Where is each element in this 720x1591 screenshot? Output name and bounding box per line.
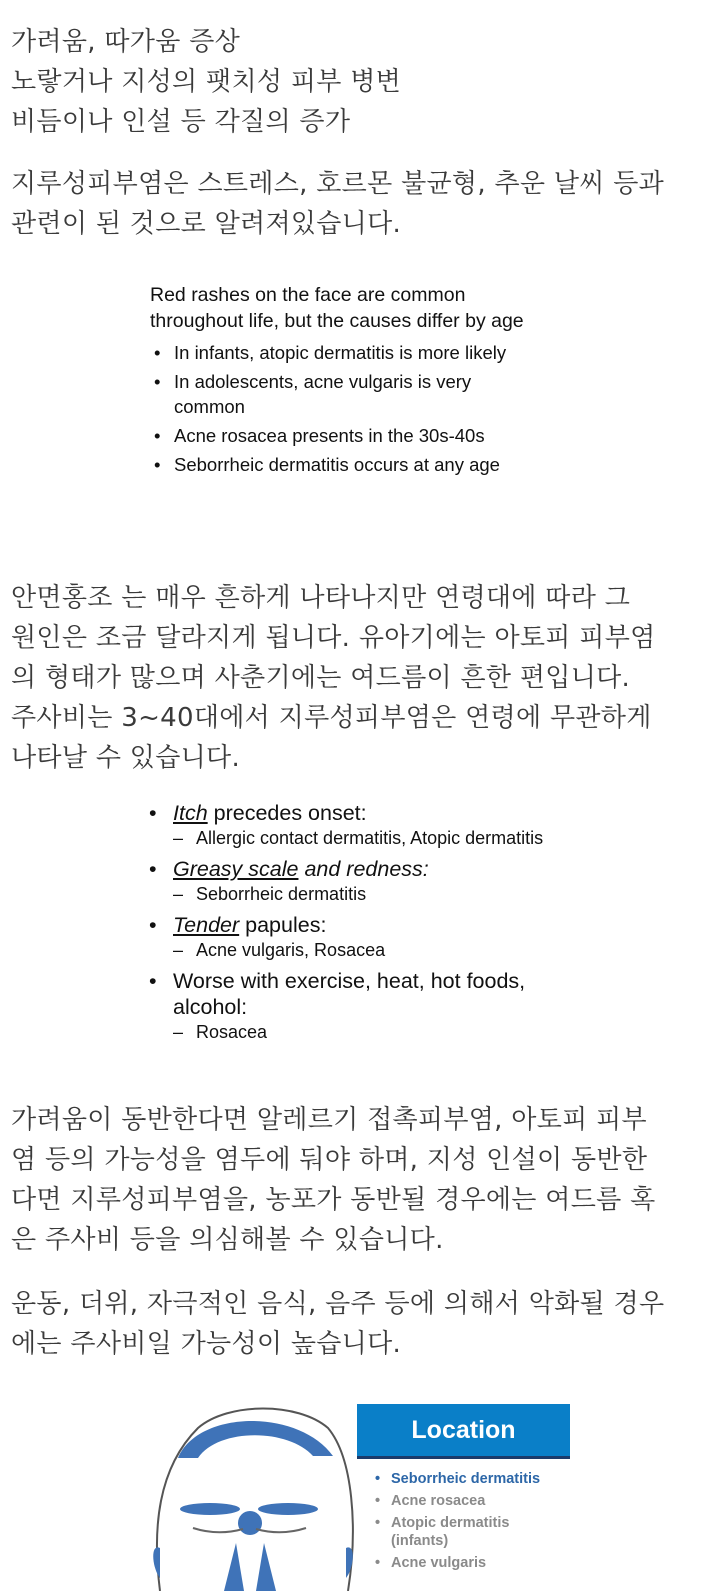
location-item: • Acne vulgaris — [373, 1554, 540, 1572]
paragraph-line: 의 형태가 많으며 사춘기에는 여드름이 흔한 편입니다. — [11, 663, 631, 693]
slide-main-bullet — [145, 856, 605, 882]
symptom-slide-image — [145, 800, 605, 1050]
ear-region — [153, 1547, 160, 1578]
paragraph-line: 다면 지루성피부염을, 농포가 동반될 경우에는 여드름 혹 — [11, 1185, 656, 1215]
bullet-text: papules: — [239, 913, 327, 937]
slide-bullet: • Seborrheic dermatitis occurs at any age — [150, 452, 590, 477]
emphasis-term: Greasy scale — [173, 857, 299, 881]
location-list — [373, 1470, 540, 1576]
cause-paragraph — [11, 164, 664, 244]
slide-sub-bullet: – Rosacea — [145, 1020, 605, 1044]
slide-bullet: • In adolescents, acne vulgaris is very common — [150, 369, 504, 419]
location-item — [373, 1514, 540, 1550]
paragraph-line: 안면홍조 는 매우 흔하게 나타나지만 연령대에 따라 그 — [11, 583, 631, 613]
paragraph-line: 염 등의 가능성을 염두에 둬야 하며, 지성 인설이 동반한 — [11, 1145, 648, 1175]
slide-heading-line: throughout life, but the causes differ by age — [150, 310, 524, 332]
paragraph-line: 지루성피부염은 스트레스, 호르몬 불균형, 추운 날씨 등과 — [11, 169, 665, 199]
paragraph-line: 가려움이 동반한다면 알레르기 접촉피부염, 아토피 피부 — [11, 1105, 647, 1135]
slide-main-bullet — [145, 800, 605, 826]
bullet-text: alcohol: — [173, 995, 248, 1019]
slide-bullet: • Acne rosacea presents in the 30s-40s — [150, 423, 590, 448]
emphasis-term: Itch — [173, 801, 208, 825]
slide-sub-bullet: – Allergic contact dermatitis, Atopic dermatitis — [145, 826, 605, 850]
brow-region — [258, 1503, 318, 1515]
paragraph-line: 원인은 조금 달라지게 됩니다. 유아기에는 아토피 피부염 — [11, 623, 656, 653]
symptom-list — [11, 22, 401, 142]
paragraph-line: 주사비는 3~40대에서 지루성피부염은 연령에 무관하게 — [11, 703, 652, 733]
location-title: Location — [357, 1404, 570, 1459]
glabella-region — [238, 1511, 262, 1535]
symptom-line: 노랗거나 지성의 팻치성 피부 병변 — [11, 67, 402, 97]
paragraph-line: 관련이 된 것으로 알려져있습니다. — [11, 209, 402, 239]
symptom-paragraph — [11, 1100, 656, 1260]
rosacea-paragraph — [11, 1284, 664, 1364]
slide-main-bullet — [145, 912, 605, 938]
age-slide-image — [150, 282, 590, 481]
symptom-line: 가려움, 따가움 증상 — [11, 27, 241, 57]
symptom-line: 비듬이나 인설 등 각질의 증가 — [11, 107, 351, 137]
slide-sub-bullet: – Acne vulgaris, Rosacea — [145, 938, 605, 962]
slide-heading — [150, 282, 590, 334]
paragraph-line: 나타날 수 있습니다. — [11, 743, 241, 773]
slide-heading-line: Red rashes on the face are common — [150, 284, 466, 306]
bullet-text: and redness: — [298, 857, 429, 881]
emphasis-term: Tender — [173, 913, 240, 937]
slide-bullet: • In infants, atopic dermatitis is more likely — [150, 340, 590, 365]
location-item: • Seborrheic dermatitis — [373, 1470, 540, 1488]
paragraph-line: 은 주사비 등을 의심해볼 수 있습니다. — [11, 1225, 444, 1255]
paragraph-line: 운동, 더위, 자극적인 음식, 음주 등에 의해서 악화될 경우 — [11, 1289, 665, 1319]
location-figure — [148, 1398, 578, 1591]
bullet-text: precedes onset: — [207, 801, 367, 825]
location-item-line: • Atopic dermatitis — [391, 1515, 510, 1531]
slide-main-bullet — [145, 968, 605, 1020]
paragraph-line: 에는 주사비일 가능성이 높습니다. — [11, 1329, 402, 1359]
location-item-line: (infants) — [391, 1533, 449, 1549]
slide-sub-bullet: – Seborrheic dermatitis — [145, 882, 605, 906]
face-diagram-icon — [148, 1398, 358, 1591]
bullet-text: • Worse with exercise, heat, hot foods, — [173, 969, 526, 993]
brow-region — [180, 1503, 240, 1515]
age-paragraph — [11, 578, 656, 778]
slide-bullet-list — [150, 340, 590, 477]
location-item: • Acne rosacea — [373, 1492, 540, 1510]
